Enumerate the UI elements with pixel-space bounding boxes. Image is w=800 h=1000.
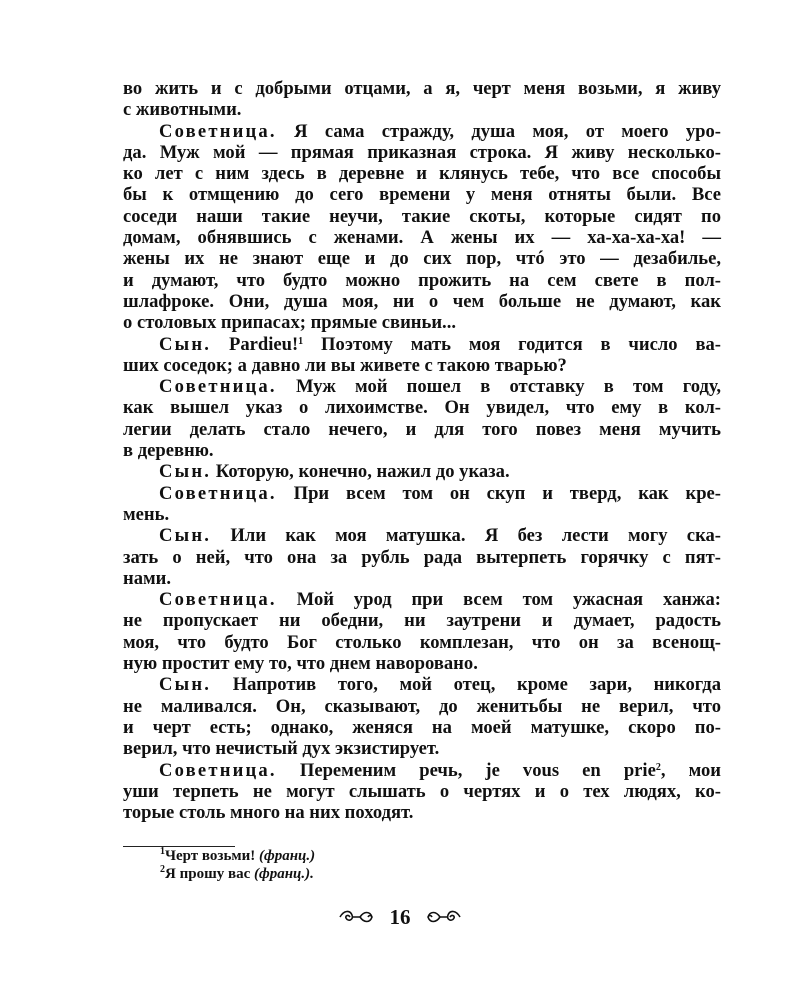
line-text: шлафроке. Они, душа моя, ни о чем больше не думают, как: [123, 290, 721, 312]
line-text: да. Муж мой — прямая приказная строка. Я живу несколько-: [123, 141, 721, 163]
line-text: с животными.: [123, 99, 242, 121]
line-text: ко лет с ним здесь в деревне и клянусь тебе, что все способы: [123, 163, 721, 185]
text-line: [123, 142, 721, 163]
speaker-name: Сын.: [159, 461, 212, 483]
line-text: о столовых припасах; прямые свиньи...: [123, 312, 457, 334]
line-text: верил, что нечистый дух экзистирует.: [123, 738, 440, 760]
line-text: и думают, что будто можно прожить на сем свете в пол-: [123, 269, 721, 291]
text-line: [123, 397, 721, 418]
speaker-name: Советница.: [159, 482, 277, 504]
body-text: [123, 78, 721, 823]
line-text: во жить и с добрыми отцами, а я, черт меня возьми, я живу: [123, 78, 721, 99]
speaker-name: Сын.: [159, 674, 212, 696]
text-line: [123, 270, 721, 291]
line-text: При всем том он скуп и тверд, как кре-: [276, 482, 721, 504]
line-text: легии делать стало нечего, и для того повез меня мучить: [123, 418, 721, 440]
text-line: [123, 760, 721, 781]
text-line: [123, 184, 721, 205]
text-line: [123, 206, 721, 227]
text-line: [123, 163, 721, 184]
text-line: [123, 802, 721, 823]
speaker-name: Сын.: [159, 333, 212, 355]
line-text: жены их не знают еще и до сих пор, чтó это — дезабилье,: [123, 248, 721, 270]
text-line: [123, 461, 721, 482]
speaker-name: Советница.: [159, 376, 277, 398]
ornament-right-icon: [424, 908, 462, 926]
line-text: и черт есть; однако, женяся на моей матушке, скоро по-: [123, 716, 721, 738]
line-text: Мой урод при всем том ужасная ханжа:: [276, 589, 721, 611]
speaker-name: Сын.: [159, 525, 212, 547]
line-text: зать о ней, что она за рубль рада вытерпеть горячку с пят-: [123, 546, 721, 568]
text-line: [123, 653, 721, 674]
ornament-left-icon: [338, 908, 376, 926]
line-text: бы к отмщению до сего времени у меня отняты были. Все: [123, 184, 721, 206]
text-line: [123, 227, 721, 248]
speaker-name: Советница.: [159, 120, 277, 142]
text-line: [123, 504, 721, 525]
text-line: [123, 525, 721, 546]
footnote-ref: 1: [298, 335, 304, 347]
footnote-2: $^2$Я прошу вас (франц.).: [160, 864, 314, 882]
text-line: [123, 291, 721, 312]
page-footer: [0, 903, 800, 930]
text-line: [123, 696, 721, 717]
text-line: [123, 738, 721, 759]
text-line: [123, 632, 721, 653]
text-line: [123, 781, 721, 802]
page-number: 16: [389, 904, 411, 929]
line-text: домам, обнявшись с женами. А жены их — ха-ха-ха-ха! —: [123, 227, 721, 249]
footnote-ref: 2: [655, 761, 661, 773]
text-line: [123, 78, 721, 99]
line-text: Которую, конечно, нажил до указа.: [211, 461, 510, 483]
line-text: ную простит ему то, что днем наворовано.: [123, 653, 478, 675]
line-text: Муж мой пошел в отставку в том году,: [276, 376, 721, 398]
text-line: [123, 568, 721, 589]
line-text-cont: Поэтому мать моя годится в число ва-: [303, 333, 721, 355]
line-text: как вышел указ о лихоимстве. Он увидел, что ему в кол-: [123, 397, 721, 419]
text-line: [123, 419, 721, 440]
text-line: [123, 440, 721, 461]
line-text: нами.: [123, 567, 172, 589]
line-text: в деревню.: [123, 440, 214, 462]
text-line: [123, 674, 721, 695]
line-text: Напротив того, мой отец, кроме зари, никогда: [211, 674, 721, 696]
text-line: [123, 312, 721, 333]
line-text: не маливался. Он, сказывают, до женитьбы не верил, что: [123, 695, 721, 717]
line-text: соседи наши такие неучи, такие скоты, которые сидят по: [123, 205, 721, 227]
text-line: [123, 483, 721, 504]
line-text: Или как моя матушка. Я без лести могу ска-: [211, 525, 721, 547]
line-text: мень.: [123, 503, 170, 525]
line-text: не пропускает ни обедни, ни заутрени и думает, радость: [123, 610, 721, 632]
text-line: [123, 717, 721, 738]
speaker-name: Советница.: [159, 759, 277, 781]
line-text: ших соседок; а давно ли вы живете с такою тварью?: [123, 354, 567, 376]
footnote-1: $^1$Черт возьми! (франц.): [160, 846, 316, 864]
text-line: [123, 610, 721, 631]
text-line: [123, 334, 721, 355]
text-line: [123, 99, 721, 120]
speaker-name: Советница.: [159, 589, 277, 611]
text-line: [123, 547, 721, 568]
text-line: [123, 248, 721, 269]
line-text: моя, что будто Бог столько комплезан, что он за всенощ-: [123, 631, 721, 653]
line-text: торые столь много на них походят.: [123, 802, 414, 824]
text-line: [123, 355, 721, 376]
line-text: Переменим речь, je vous en prie: [276, 759, 656, 781]
footnote-rule: [123, 846, 235, 847]
line-text: Я сама стражду, душа моя, от моего уро-: [276, 120, 721, 142]
line-text-cont: , мои: [660, 759, 721, 781]
line-text: Pardieu!: [211, 333, 299, 355]
text-line: [123, 589, 721, 610]
text-line: [123, 121, 721, 142]
text-line: [123, 376, 721, 397]
line-text: уши терпеть не могут слышать о чертях и о тех людях, ко-: [123, 780, 721, 802]
